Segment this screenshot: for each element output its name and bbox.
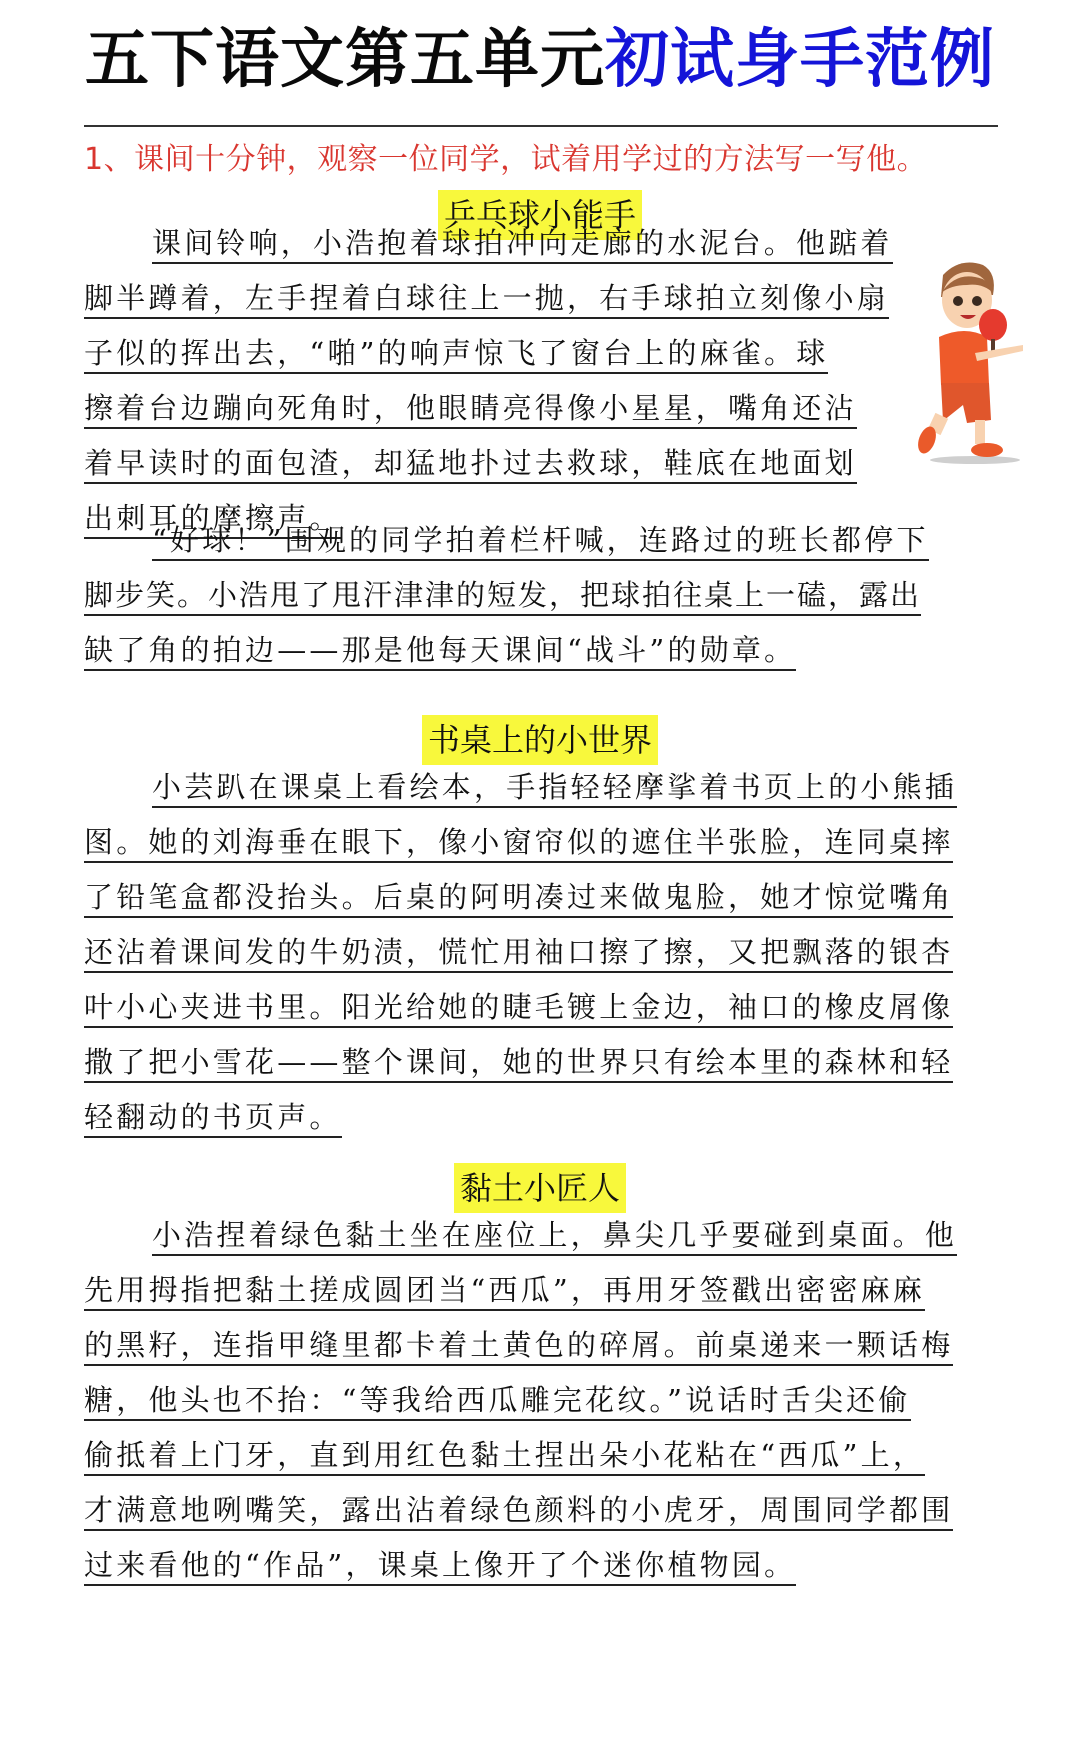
section-3-paragraph-1 xyxy=(84,1210,1004,1595)
page-title xyxy=(0,22,1080,98)
section-1-paragraph-2 xyxy=(84,515,1004,680)
section-heading-desk-world: 书桌上的小世界 xyxy=(0,715,1080,765)
boy-playing-ping-pong-illustration xyxy=(905,255,1035,470)
text-line: 撒了把小雪花——整个课间，她的世界只有绘本里的森林和轻 xyxy=(84,1037,1004,1092)
title-divider xyxy=(84,125,998,127)
text-line: 脚步笑。小浩甩了甩汗津津的短发，把球拍往桌上一磕，露出 xyxy=(84,570,1004,625)
text-line: 小浩捏着绿色黏土坐在座位上，鼻尖几乎要碰到桌面。他 xyxy=(84,1210,1004,1265)
text-line: 还沾着课间发的牛奶渍，慌忙用袖口擦了擦，又把飘落的银杏 xyxy=(84,927,1004,982)
title-black-part: 五下语文第五单元 xyxy=(85,22,605,97)
text-line: 图。她的刘海垂在眼下，像小窗帘似的遮住半张脸，连同桌摔 xyxy=(84,817,1004,872)
text-line: 的黑籽，连指甲缝里都卡着土黄色的碎屑。前桌递来一颗话梅 xyxy=(84,1320,1004,1375)
text-line: 偷抵着上门牙，直到用红色黏土捏出朵小花粘在“西瓜”上， xyxy=(84,1430,1004,1485)
text-line: 着早读时的面包渣，却猛地扑过去救球，鞋底在地面划 xyxy=(84,438,844,493)
title-blue-part: 初试身手范例 xyxy=(605,22,995,97)
section-1-paragraph-1 xyxy=(84,218,893,548)
exercise-prompt: 1、课间十分钟，观察一位同学，试着用学过的方法写一写他。 xyxy=(84,142,928,177)
text-line: 叶小心夹进书里。阳光给她的睫毛镀上金边，袖口的橡皮屑像 xyxy=(84,982,1004,1037)
text-line: “好球！”围观的同学拍着栏杆喊，连路过的班长都停下 xyxy=(84,515,1004,570)
section-heading-ping-pong: 乒乓球小能手 xyxy=(0,190,1080,240)
text-line: 了铅笔盒都没抬头。后桌的阿明凑过来做鬼脸，她才惊觉嘴角 xyxy=(84,872,1004,927)
text-line: 脚半蹲着，左手捏着白球往上一抛，右手球拍立刻像小扇 xyxy=(84,273,844,328)
text-line: 课间铃响，小浩抱着球拍冲向走廊的水泥台。他踮着 xyxy=(84,218,844,273)
text-line: 缺了角的拍边——那是他每天课间“战斗”的勋章。 xyxy=(84,625,1004,680)
text-line: 先用拇指把黏土搓成圆团当“西瓜”，再用牙签戳出密密麻麻 xyxy=(84,1265,1004,1320)
text-line: 出刺耳的摩擦声。 xyxy=(84,493,844,548)
text-line: 过来看他的“作品”，课桌上像开了个迷你植物园。 xyxy=(84,1540,1004,1595)
text-line: 小芸趴在课桌上看绘本，手指轻轻摩挲着书页上的小熊插 xyxy=(84,762,1004,817)
section-heading-clay-artisan: 黏土小匠人 xyxy=(0,1163,1080,1213)
text-line: 擦着台边蹦向死角时，他眼睛亮得像小星星，嘴角还沾 xyxy=(84,383,844,438)
text-line: 才满意地咧嘴笑，露出沾着绿色颜料的小虎牙，周围同学都围 xyxy=(84,1485,1004,1540)
text-line: 糖，他头也不抬：“等我给西瓜雕完花纹。”说话时舌尖还偷 xyxy=(84,1375,1004,1430)
section-2-paragraph-1 xyxy=(84,762,1004,1147)
text-line: 子似的挥出去，“啪”的响声惊飞了窗台上的麻雀。球 xyxy=(84,328,844,383)
text-line: 轻翻动的书页声。 xyxy=(84,1092,1004,1147)
